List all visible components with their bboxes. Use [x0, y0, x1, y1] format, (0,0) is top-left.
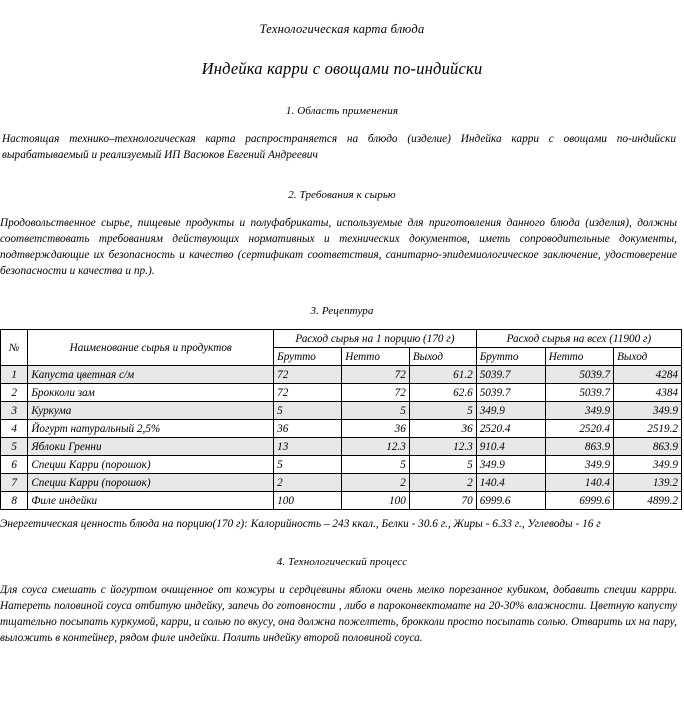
- cell-brutto-portion: 100: [274, 492, 342, 510]
- table-row: [1, 402, 682, 420]
- document-page: [0, 22, 684, 721]
- cell-netto-portion: 72: [342, 366, 410, 384]
- cell-netto-portion: 2: [342, 474, 410, 492]
- cell-num: 8: [1, 492, 28, 510]
- cell-vyhod-total: 2519.2: [614, 420, 682, 438]
- table-header-groups: [1, 330, 682, 348]
- table-row: [1, 384, 682, 402]
- cell-netto-total: 349.9: [545, 402, 613, 420]
- cell-brutto-total: 140.4: [476, 474, 545, 492]
- section-heading-scope: 1. Область применения: [285, 105, 399, 117]
- header-num: №: [1, 330, 28, 366]
- cell-brutto-total: 910.4: [476, 438, 545, 456]
- cell-vyhod-total: 349.9: [614, 456, 682, 474]
- cell-name: Яблоки Гренни: [28, 438, 274, 456]
- cell-vyhod-portion: 5: [409, 456, 476, 474]
- cell-vyhod-total: 4384: [614, 384, 682, 402]
- cell-netto-portion: 5: [342, 402, 410, 420]
- header-name: Наименование сырья и продуктов: [28, 330, 274, 366]
- dish-title: Индейка карри с овощами по-индийски: [201, 59, 483, 78]
- cell-num: 7: [1, 474, 28, 492]
- cell-brutto-portion: 5: [274, 402, 342, 420]
- section-text-scope: Настоящая технико–технологическая карта распространяется на блюдо (изделие) Индейка карри с овощами по-индийски вырабатываемый и реализуемый ИП Васюков Евгений Андреевич: [2, 133, 676, 161]
- cell-brutto-portion: 72: [274, 384, 342, 402]
- cell-netto-portion: 100: [342, 492, 410, 510]
- cell-name: Брокколи зам: [28, 384, 274, 402]
- section-heading-process: 4. Технологический процесс: [276, 556, 408, 568]
- cell-vyhod-total: 863.9: [614, 438, 682, 456]
- section-heading-recipe: 3. Рецептура: [310, 305, 374, 317]
- header-vyhod-portion: Выход: [409, 348, 476, 366]
- header-group-total: Расход сырья на всех (11900 г): [476, 330, 681, 348]
- energy-value-text: Энергетическая ценность блюда на порцию(170 г): Калорийность – 243 ккал., Белки - 30.6 г., Жиры - 6.33 г., Углеводы - 16 г: [0, 518, 601, 530]
- table-row: [1, 420, 682, 438]
- cell-vyhod-total: 4899.2: [614, 492, 682, 510]
- cell-brutto-total: 5039.7: [476, 366, 545, 384]
- cell-netto-portion: 12.3: [342, 438, 410, 456]
- cell-brutto-portion: 72: [274, 366, 342, 384]
- table-row: [1, 492, 682, 510]
- cell-num: 3: [1, 402, 28, 420]
- cell-vyhod-portion: 2: [409, 474, 476, 492]
- cell-brutto-total: 349.9: [476, 456, 545, 474]
- cell-num: 6: [1, 456, 28, 474]
- cell-vyhod-portion: 36: [409, 420, 476, 438]
- cell-netto-portion: 5: [342, 456, 410, 474]
- table-row: [1, 366, 682, 384]
- header-brutto-portion: Брутто: [274, 348, 342, 366]
- cell-num: 5: [1, 438, 28, 456]
- document-header-title: Технологическая карта блюда: [259, 22, 425, 36]
- cell-vyhod-total: 4284: [614, 366, 682, 384]
- cell-vyhod-portion: 5: [409, 402, 476, 420]
- recipe-table: [0, 329, 682, 510]
- cell-vyhod-total: 139.2: [614, 474, 682, 492]
- cell-brutto-total: 5039.7: [476, 384, 545, 402]
- cell-name: Капуста цветная с/м: [28, 366, 274, 384]
- cell-vyhod-portion: 62.6: [409, 384, 476, 402]
- cell-netto-portion: 36: [342, 420, 410, 438]
- cell-vyhod-portion: 70: [409, 492, 476, 510]
- cell-vyhod-portion: 61.2: [409, 366, 476, 384]
- section-heading-raw-materials: 2. Требования к сырью: [288, 189, 396, 201]
- cell-brutto-portion: 36: [274, 420, 342, 438]
- cell-vyhod-total: 349.9: [614, 402, 682, 420]
- header-netto-total: Нетто: [545, 348, 613, 366]
- cell-netto-total: 140.4: [545, 474, 613, 492]
- cell-brutto-portion: 5: [274, 456, 342, 474]
- table-row: [1, 438, 682, 456]
- cell-brutto-portion: 2: [274, 474, 342, 492]
- table-row: [1, 474, 682, 492]
- section-text-raw-materials: Продовольственное сырье, пищевые продукты и полуфабрикаты, используемые для приготовления данного блюда (изделия), должны соответствовать требованиям действующих нормативных и технических документов, иметь сопроводительные документы, подтверждающие их безопасность и качество (сертификат соответствия, санитарно-эпидемиологическое заключение, удостоверение безопасности и качества и пр.).: [0, 217, 677, 277]
- cell-netto-total: 5039.7: [545, 384, 613, 402]
- header-netto-portion: Нетто: [342, 348, 410, 366]
- cell-num: 1: [1, 366, 28, 384]
- section-text-process: Для соуса смешать с йогуртом очищенное от кожуры и сердцевины яблоки очень мелко порезанное кубиком, добавить специи каррри. Натереть половиной соуса отбитую индейку, запечь до готовности , либо в пароконвектомате на 20-30% влажности. Цветную капусту тщательно посыпать куркумой, карри, и солью по вкусу, она должна пожелтеть, брокколи просто посыпать солью. Отварить их на пару, выложить в контейнер, рядом филе индейки. Полить индейку второй половиной соуса.: [0, 584, 677, 644]
- cell-netto-total: 2520.4: [545, 420, 613, 438]
- header-vyhod-total: Выход: [614, 348, 682, 366]
- cell-brutto-total: 6999.6: [476, 492, 545, 510]
- cell-name: Специи Карри (порошок): [28, 474, 274, 492]
- table-row: [1, 456, 682, 474]
- cell-brutto-portion: 13: [274, 438, 342, 456]
- cell-num: 2: [1, 384, 28, 402]
- cell-name: Йогурт натуральный 2,5%: [28, 420, 274, 438]
- cell-name: Специи Карри (порошок): [28, 456, 274, 474]
- cell-netto-total: 5039.7: [545, 366, 613, 384]
- cell-vyhod-portion: 12.3: [409, 438, 476, 456]
- cell-brutto-total: 2520.4: [476, 420, 545, 438]
- header-group-portion: Расход сырья на 1 порцию (170 г): [274, 330, 477, 348]
- cell-netto-total: 349.9: [545, 456, 613, 474]
- cell-name: Куркума: [28, 402, 274, 420]
- cell-netto-total: 6999.6: [545, 492, 613, 510]
- cell-num: 4: [1, 420, 28, 438]
- cell-brutto-total: 349.9: [476, 402, 545, 420]
- cell-netto-total: 863.9: [545, 438, 613, 456]
- cell-name: Филе индейки: [28, 492, 274, 510]
- header-brutto-total: Брутто: [476, 348, 545, 366]
- cell-netto-portion: 72: [342, 384, 410, 402]
